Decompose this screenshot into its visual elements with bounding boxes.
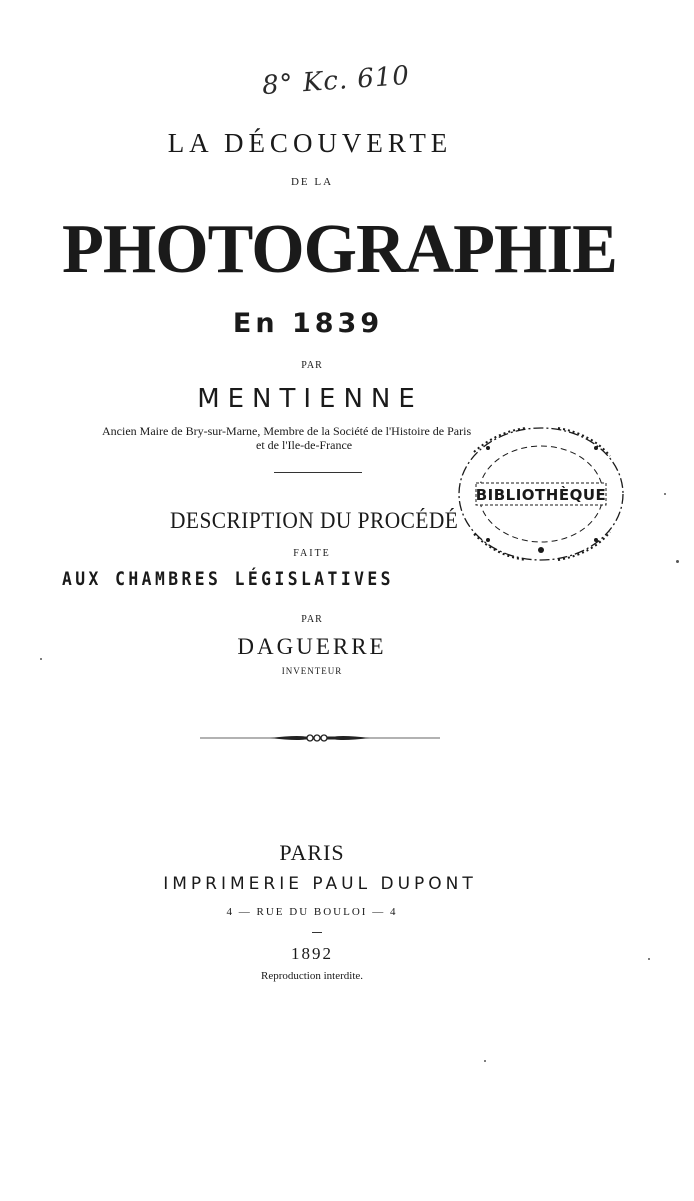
description-heading: DESCRIPTION DU PROCÉDÉ — [170, 508, 459, 533]
printer-name: IMPRIMERIE PAUL DUPONT — [163, 874, 477, 894]
inventor-role: INVENTEUR — [281, 666, 343, 676]
publication-year: 1892 — [291, 944, 333, 963]
printer-address: 4 — RUE DU BOULOI — 4 — [226, 906, 398, 918]
library-stamp — [446, 412, 636, 572]
library-shelfmark: 8° Kc. 610 — [261, 60, 411, 102]
title-year: En 1839 — [232, 308, 384, 339]
author-bio-line-2: et de l'Ile-de-France — [256, 438, 353, 452]
divider-rule — [274, 472, 362, 473]
inventor-name: DAGUERRE — [237, 634, 387, 659]
paper-speck — [40, 658, 42, 660]
paper-speck — [648, 958, 650, 960]
by-label-inventor: PAR — [301, 614, 323, 625]
rights-notice: Reproduction interdite. — [260, 970, 364, 982]
by-label-author: PAR — [301, 360, 323, 371]
paper-speck — [484, 1060, 486, 1062]
ornament-divider — [200, 728, 440, 748]
faite-label: FAITE — [293, 548, 331, 559]
small-divider — [312, 932, 322, 933]
publication-city: PARIS — [279, 840, 345, 865]
paper-speck — [676, 560, 679, 563]
main-title: PHOTOGRAPHIE — [62, 211, 617, 288]
author-bio-line-1: Ancien Maire de Bry-sur-Marne, Membre de la Société de l'Histoire de Paris — [102, 424, 472, 438]
stamp-label: BIBLIOTHÈQUE — [475, 486, 607, 504]
chambres-heading: AUX CHAMBRES LÉGISLATIVES — [62, 568, 394, 590]
title-de-la: DE LA — [290, 176, 334, 188]
author-name: MENTIENNE — [197, 384, 423, 414]
paper-speck — [664, 493, 666, 495]
title-line-1: LA DÉCOUVERTE — [167, 128, 453, 158]
